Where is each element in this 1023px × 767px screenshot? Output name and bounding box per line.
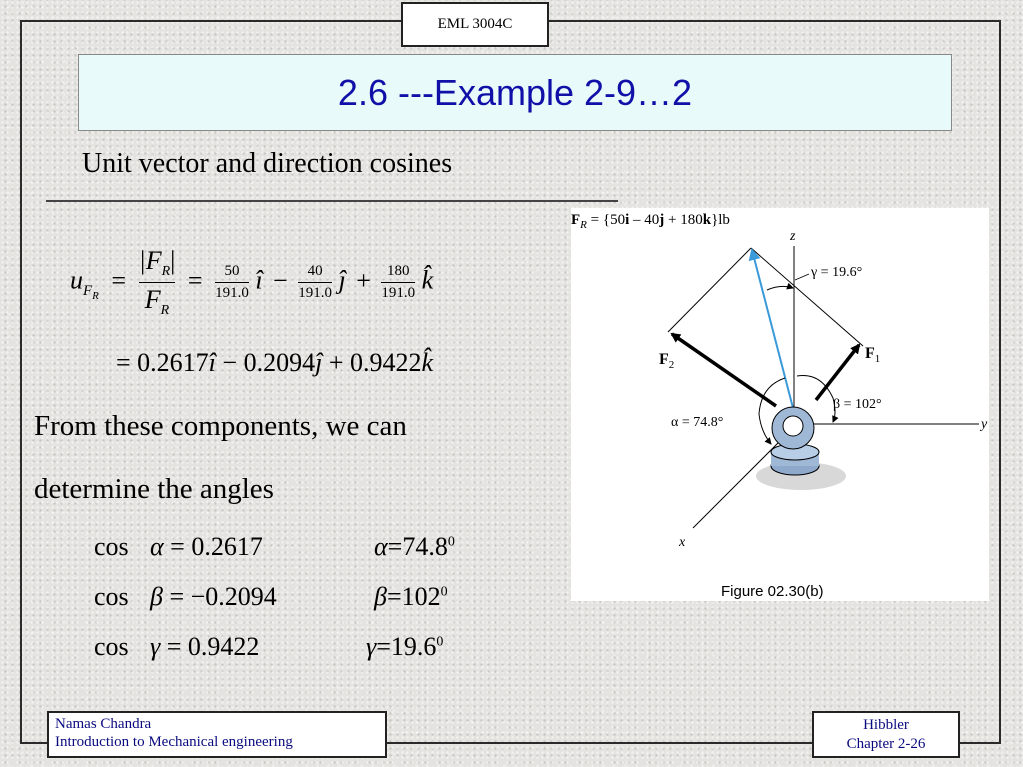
z-axis-label: z bbox=[790, 229, 796, 244]
degree-sup: 0 bbox=[440, 584, 448, 600]
force-diagram-svg bbox=[571, 208, 989, 601]
cos-gamma-row: cos γ = 0.9422 $\gamma=19.6^0$ bbox=[94, 632, 444, 661]
coef-j-fraction bbox=[298, 263, 332, 302]
gamma-label: γ = 19.6° bbox=[811, 265, 863, 280]
section-divider bbox=[46, 200, 618, 202]
c2-den: 191.0 bbox=[298, 285, 332, 302]
unit-vector-numeric: = 0.2617î − 0.2094ĵ + 0.9422k̂ bbox=[116, 348, 434, 377]
f2-force-arrow bbox=[672, 334, 776, 406]
cos-gamma-value: 0.9422 bbox=[187, 632, 260, 661]
slide-subtitle: Unit vector and direction cosines bbox=[82, 148, 453, 179]
gamma-result-symbol: γ bbox=[366, 632, 377, 661]
force-diagram-figure bbox=[571, 208, 989, 601]
f1-label: $F_1$ bbox=[865, 345, 881, 365]
frame-bottom-mid bbox=[387, 742, 812, 744]
coef-i-fraction bbox=[215, 263, 249, 302]
eyebolt-hole bbox=[783, 416, 803, 436]
gamma-symbol: γ bbox=[150, 632, 161, 661]
f2-label: $F_2$ bbox=[659, 351, 675, 371]
frame-top-right bbox=[549, 20, 1001, 22]
frame-left bbox=[20, 20, 22, 744]
frame-right bbox=[999, 20, 1001, 744]
c1-num: 50 bbox=[224, 263, 240, 280]
author-name: Namas Chandra bbox=[55, 716, 152, 732]
parallelogram-left-edge bbox=[668, 248, 751, 332]
gamma-angle: 19.6 bbox=[390, 632, 437, 661]
resultant-force-label: $F_R = \{50i - 40j + 180k\}lb$ bbox=[571, 212, 730, 231]
slide-title: 2.6 ---Example 2-9…2 bbox=[337, 71, 693, 113]
c2-num: 40 bbox=[307, 263, 323, 280]
c3-num: 180 bbox=[387, 263, 410, 280]
degree-sup: 0 bbox=[436, 634, 444, 650]
beta-symbol: β bbox=[150, 582, 163, 611]
uv-j-value: 0.2094 bbox=[243, 348, 316, 377]
title-banner bbox=[78, 54, 952, 131]
frame-bottom-right bbox=[960, 742, 1001, 744]
alpha-angle: 74.8 bbox=[402, 532, 448, 561]
frac-den: F bbox=[144, 285, 161, 315]
course-code-box bbox=[401, 2, 549, 47]
footer-author-box bbox=[47, 711, 387, 758]
uv-k-value: 0.9422 bbox=[349, 348, 422, 377]
u-subsub: R bbox=[92, 289, 99, 302]
f1-force-arrow bbox=[816, 345, 859, 400]
frame-bottom-left bbox=[20, 742, 47, 744]
cos-beta-row: cos β = −0.2094 $\beta=102^0$ bbox=[94, 582, 448, 611]
book-name: Hibbler bbox=[863, 717, 909, 733]
cos-label: cos bbox=[94, 582, 129, 611]
x-axis-label: x bbox=[679, 535, 686, 550]
degree-sup: 0 bbox=[447, 534, 455, 550]
cos-alpha-value: 0.2617 bbox=[191, 532, 263, 561]
uv-i-value: 0.2617 bbox=[137, 348, 209, 377]
unit-vector-equation: $u_{F_R}$ = $\frac{|F_R|}{F_R}$ = $\frac{50}{191.0}$ î − $\frac{40}{191.0}$ ĵ + $\frac{180}{191.0}$ k̂ bbox=[70, 246, 434, 319]
frame-top-left bbox=[20, 20, 401, 22]
u-sub: F bbox=[83, 282, 93, 299]
magnitude-fraction bbox=[139, 246, 176, 319]
y-axis-label: y bbox=[981, 417, 988, 432]
alpha-label: α = 74.8° bbox=[671, 415, 724, 430]
cos-beta-value: −0.2094 bbox=[190, 582, 277, 611]
parallelogram-right-edge bbox=[751, 248, 863, 346]
footer-chapter-box bbox=[812, 711, 960, 758]
body-text-line-2: determine the angles bbox=[34, 473, 274, 505]
frac-den-sub: R bbox=[160, 303, 170, 319]
gamma-leader bbox=[795, 274, 809, 280]
beta-result-symbol: β bbox=[374, 582, 387, 611]
body-text-line-1: From these components, we can bbox=[34, 410, 407, 442]
c3-den: 191.0 bbox=[381, 285, 416, 302]
alpha-symbol: α bbox=[150, 532, 164, 561]
frac-num-end: | bbox=[170, 246, 176, 275]
frac-num-sub: R bbox=[161, 264, 171, 280]
u-symbol: u bbox=[70, 265, 83, 295]
gamma-arc bbox=[767, 286, 793, 290]
figure-caption: Figure 02.30(b) bbox=[721, 583, 824, 600]
c1-den: 191.0 bbox=[215, 285, 249, 302]
coef-k-fraction bbox=[381, 263, 415, 302]
alpha-result-symbol: α bbox=[374, 532, 388, 561]
beta-label: β = 102° bbox=[833, 397, 882, 412]
cos-label: cos bbox=[94, 532, 129, 561]
frac-num: |F bbox=[138, 246, 162, 275]
chapter-page: Chapter 2-26 bbox=[846, 736, 926, 752]
course-code: EML 3004C bbox=[437, 16, 513, 32]
beta-angle: 102 bbox=[401, 582, 441, 611]
cos-label: cos bbox=[94, 632, 129, 661]
course-title: Introduction to Mechanical engineering bbox=[55, 734, 293, 750]
cos-alpha-row: cos α = 0.2617 $\alpha=74.8^0$ bbox=[94, 532, 455, 561]
